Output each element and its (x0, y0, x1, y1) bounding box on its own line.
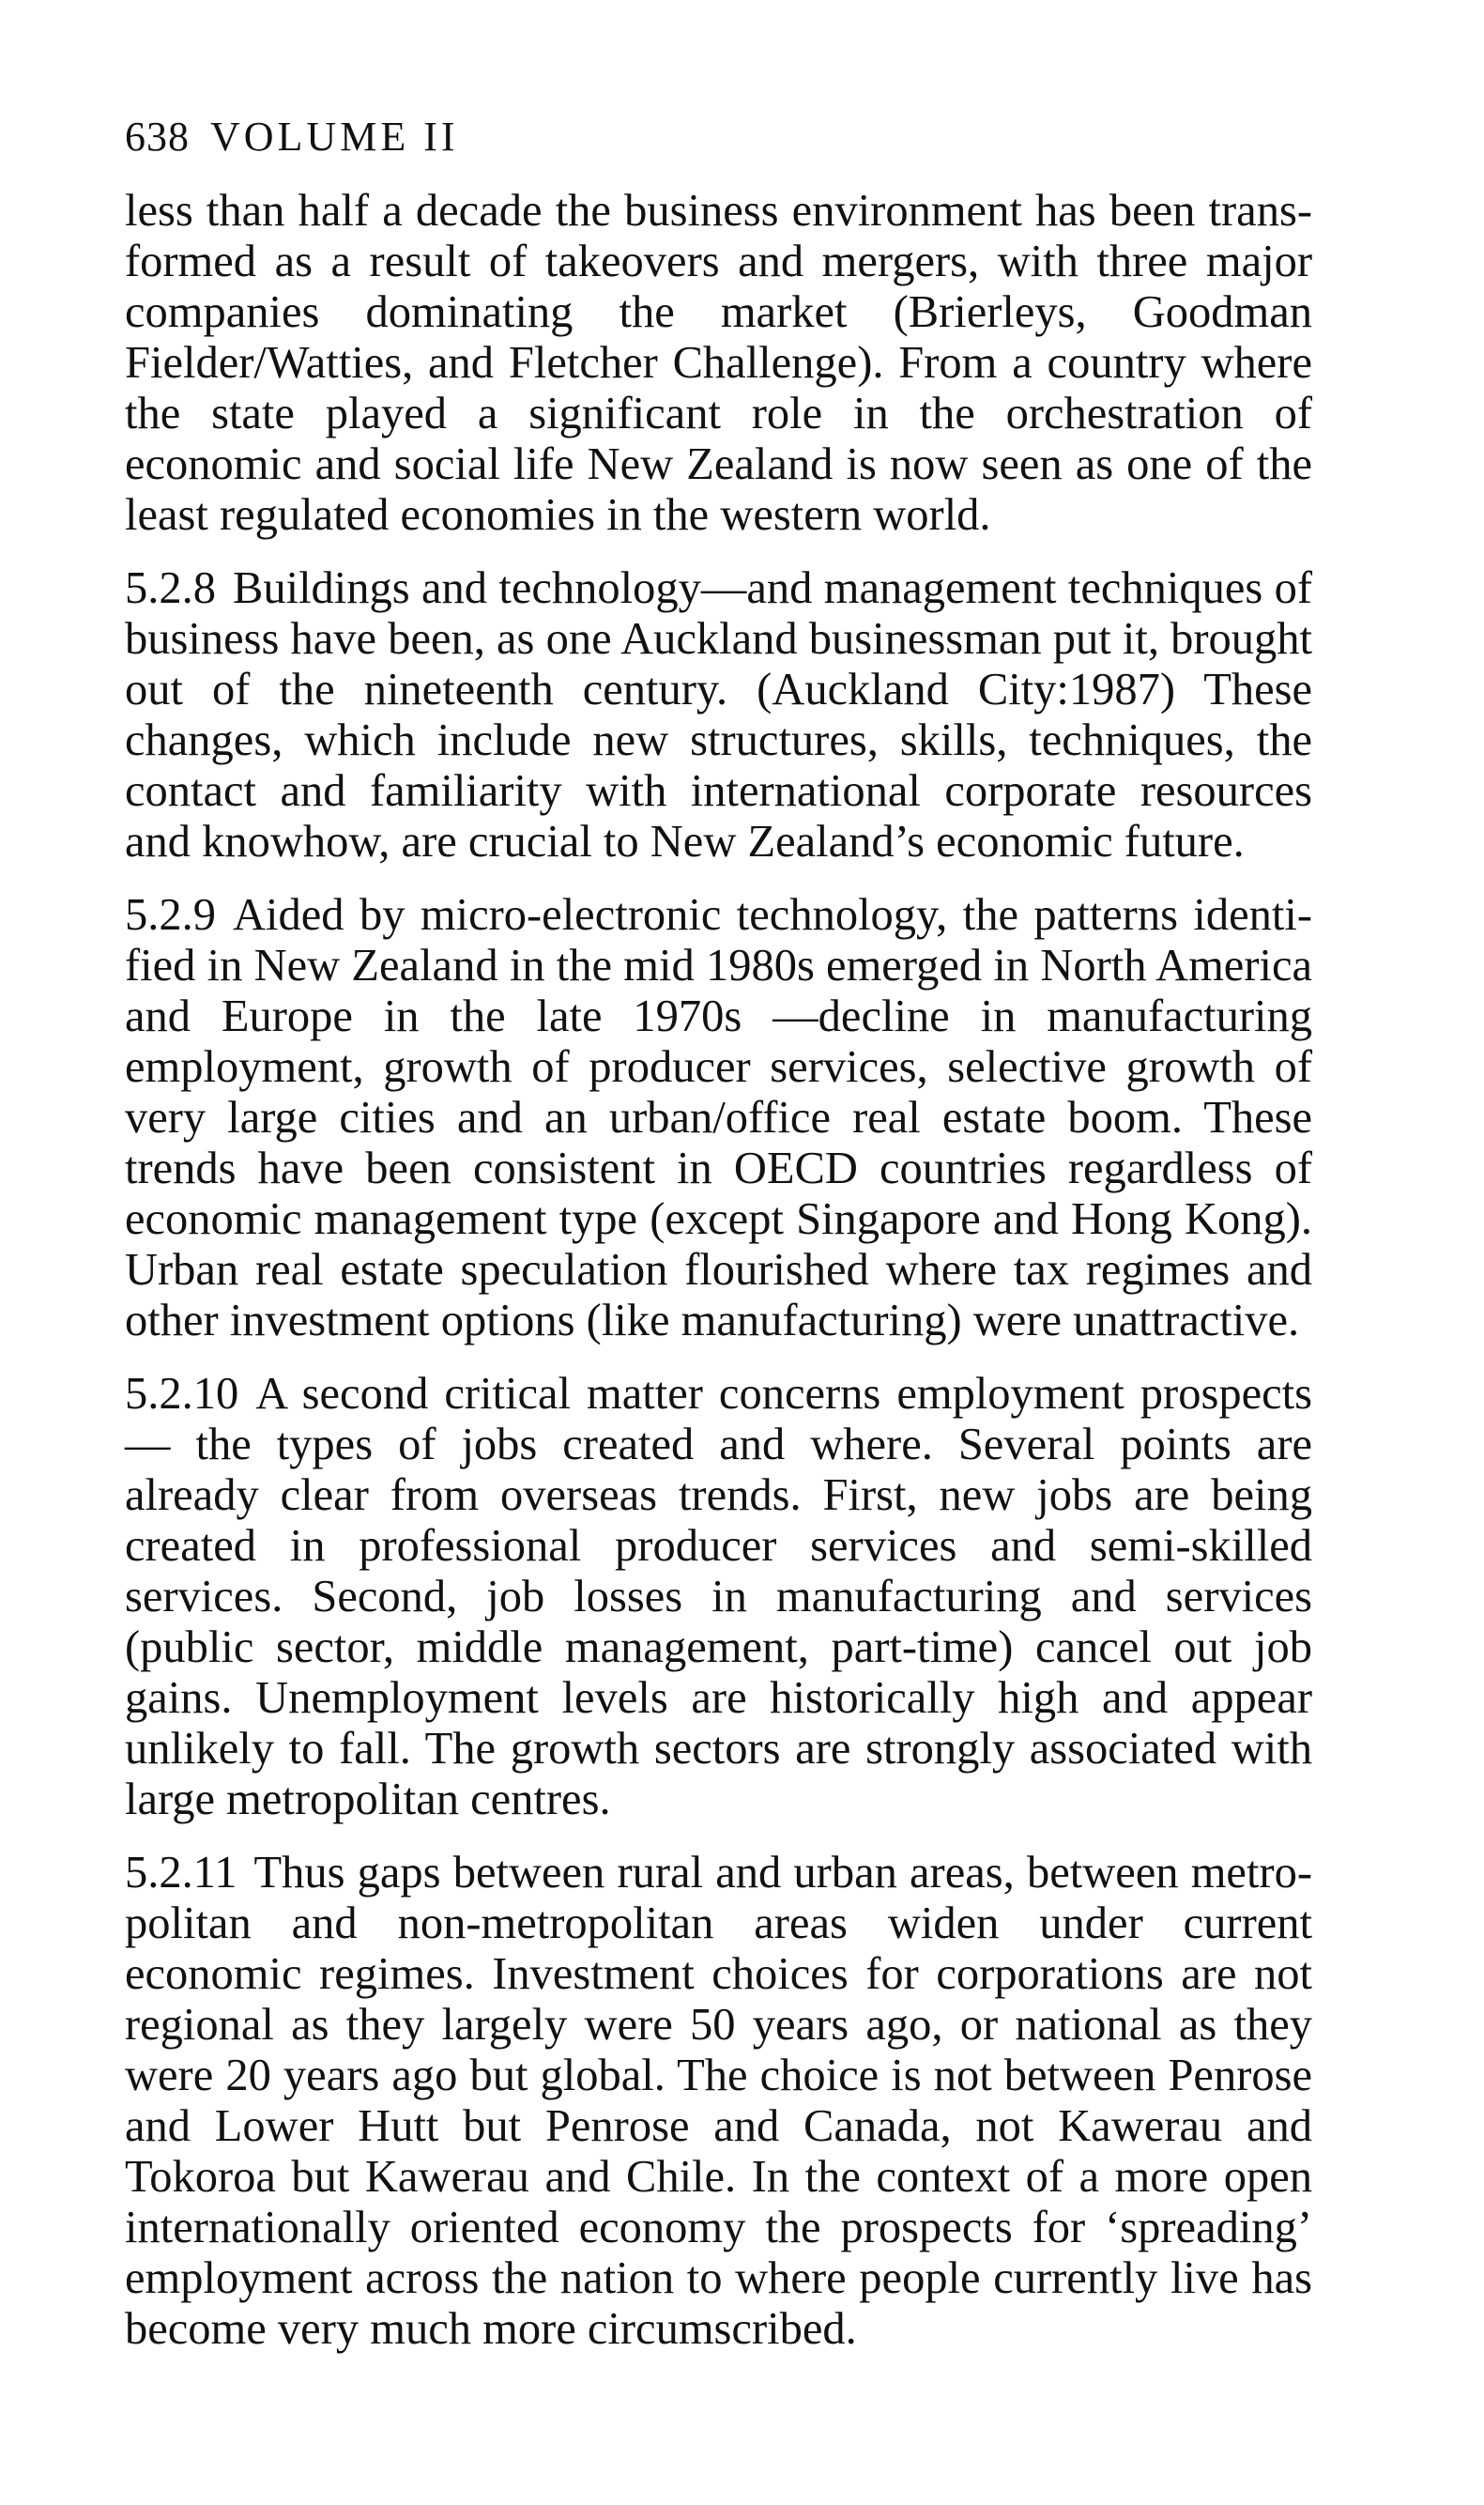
paragraph-text: A second critical matter concerns employment prospects — the types of jobs created and where. Several points are already clear from overseas trends. First, new jobs are being created in professional producer services and semi-skilled services. Second, job losses in manufacturing and services (public sector, middle management, part-time) cancel out job gains. Unemployment levels are historically high and appear unlikely to fall. The growth sectors are strongly associated with large metropolitan centres. (125, 1369, 1312, 1824)
paragraph-5-2-8 (125, 563, 1312, 868)
paragraph-5-2-10 (125, 1369, 1312, 1825)
paragraph-number: 5.2.10 (125, 1369, 239, 1419)
paragraph-number: 5.2.9 (125, 890, 216, 940)
paragraph-continued (125, 186, 1312, 541)
paragraph-text: Aided by micro-electronic technology, the patterns identified in New Zealand in the mid 1980s emerged in North America and Europe in the late 1970s —decline in manufacturing employment, growth of producer services, selective growth of very large cities and an urban/office real estate boom. These trends have been consistent in OECD countries regardless of economic management type (except Singapore and Hong Kong). Urban real estate speculation flourished where tax regimes and other investment options (like manufacturing) were unattractive. (125, 890, 1312, 1345)
paragraph-number: 5.2.11 (125, 1848, 237, 1898)
paragraph-5-2-11 (125, 1848, 1312, 2355)
paragraph-text: Thus gaps between rural and urban areas, between metropolitan and non-metropolitan areas widen under current economic regimes. Investment choices for corporations are not regional as they largely were 50 years ago, or national as they were 20 years ago but global. The choice is not between Penrose and Lower Hutt but Penrose and Canada, not Kawerau and Tokoroa but Kawerau and Chile. In the context of a more open internationally oriented economy the prospects for ‘spreading’ employment across the nation to where people currently live has become very much more circumscribed. (125, 1848, 1312, 2354)
paragraph-5-2-9 (125, 890, 1312, 1346)
paragraph-text: less than half a decade the business environment has been transformed as a result of takeovers and mergers, with three major companies dominating the market (Brierleys, Goodman Fielder/Watties, and Fletcher Challenge). From a country where the state played a significant role in the orchestration of economic and social life New Zealand is now seen as one of the least regulated economies in the western world. (125, 186, 1312, 540)
paragraph-text: Buildings and technology—and management techniques of business have been, as one Auckland businessman put it, brought out of the nineteenth century. (Auckland City:1987) These changes, which include new structures, skills, techniques, the contact and familiarity with international corporate resources and knowhow, are crucial to New Zealand’s economic future. (125, 563, 1312, 867)
paragraph-number: 5.2.8 (125, 563, 216, 613)
page-number: 638 (125, 114, 190, 160)
running-head (125, 111, 1312, 163)
book-page (125, 111, 1312, 2377)
volume-label: VOLUME II (210, 114, 459, 160)
